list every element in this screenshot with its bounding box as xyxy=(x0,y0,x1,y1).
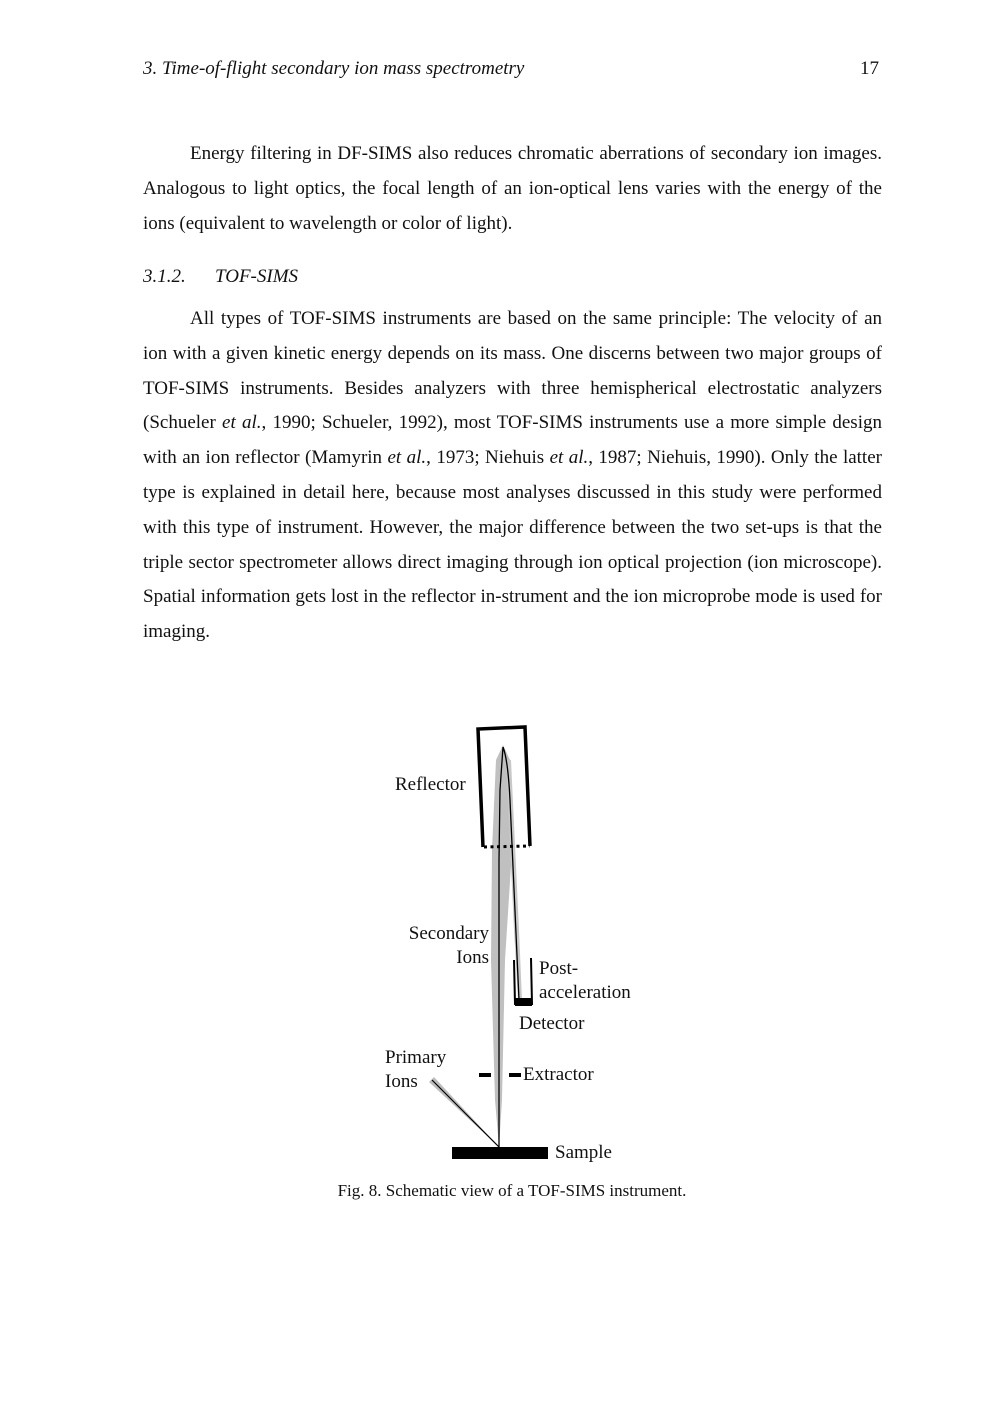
paragraph-text: All types of TOF-SIMS instruments are based on the same principle: The velocity of an ion with a given kinetic energy depends on its mass. One discerns between two major groups of TOF-SIMS instruments. Besides analyzers with three hemispherical electrostatic analyzers (Schueler xyxy=(143,308,882,434)
label-secondary-line2: Ions xyxy=(456,947,489,968)
label-primary-line2: Ions xyxy=(385,1071,418,1092)
label-post-acceleration xyxy=(539,957,631,1005)
label-reflector: Reflector xyxy=(395,774,466,795)
extractor-left xyxy=(479,1073,491,1077)
label-secondary-ions xyxy=(390,922,489,970)
label-primary-line1: Primary xyxy=(385,1047,447,1068)
label-post-line2: acceleration xyxy=(539,982,631,1003)
label-extractor: Extractor xyxy=(523,1064,594,1085)
citation-et-al: et al. xyxy=(222,412,262,434)
paragraph-text: , 1987; Niehuis, 1990). Only the latter type is explained in detail here, because most analyses discussed in this study were performed with this type of instrument. However, the major difference between the two set-ups is that the triple sector spectrometer allows direct imaging through ion optical projection (ion microscope). Spatial information gets lost in the reflector in-strument and the ion microprobe mode is used for imaging. xyxy=(143,447,882,643)
label-post-line1: Post- xyxy=(539,958,579,979)
sample xyxy=(452,1147,548,1159)
figure-caption: Fig. 8. Schematic view of a TOF-SIMS instrument. xyxy=(337,1181,687,1200)
label-secondary-line1: Secondary xyxy=(408,923,489,944)
citation-et-al: et al. xyxy=(387,447,427,469)
label-detector: Detector xyxy=(519,1013,585,1034)
section-title: TOF-SIMS xyxy=(215,266,299,287)
extractor-right xyxy=(509,1073,521,1077)
paragraph-text: , 1973; Niehuis xyxy=(426,447,550,469)
label-primary-ions xyxy=(385,1046,446,1094)
paragraph-energy-filtering: Energy filtering in DF-SIMS also reduces chromatic aberrations of secondary ion images. Analogous to light optics, the focal length of an ion-optical lens varies with the energy of the ions (equivalent to wavelength or color of light). xyxy=(143,143,882,234)
label-sample: Sample xyxy=(555,1142,612,1163)
section-number: 3.1.2. xyxy=(143,266,186,287)
paragraph-text: , 1990; Schueler, 1992), most TOF-SIMS instruments use a more simple design with an ion reflector (Mamyrin xyxy=(143,412,882,469)
detector xyxy=(515,998,532,1006)
running-header-title: 3. Time-of-flight secondary ion mass spectrometry xyxy=(143,58,525,79)
citation-et-al: et al. xyxy=(549,447,589,469)
page-number: 17 xyxy=(860,58,879,79)
